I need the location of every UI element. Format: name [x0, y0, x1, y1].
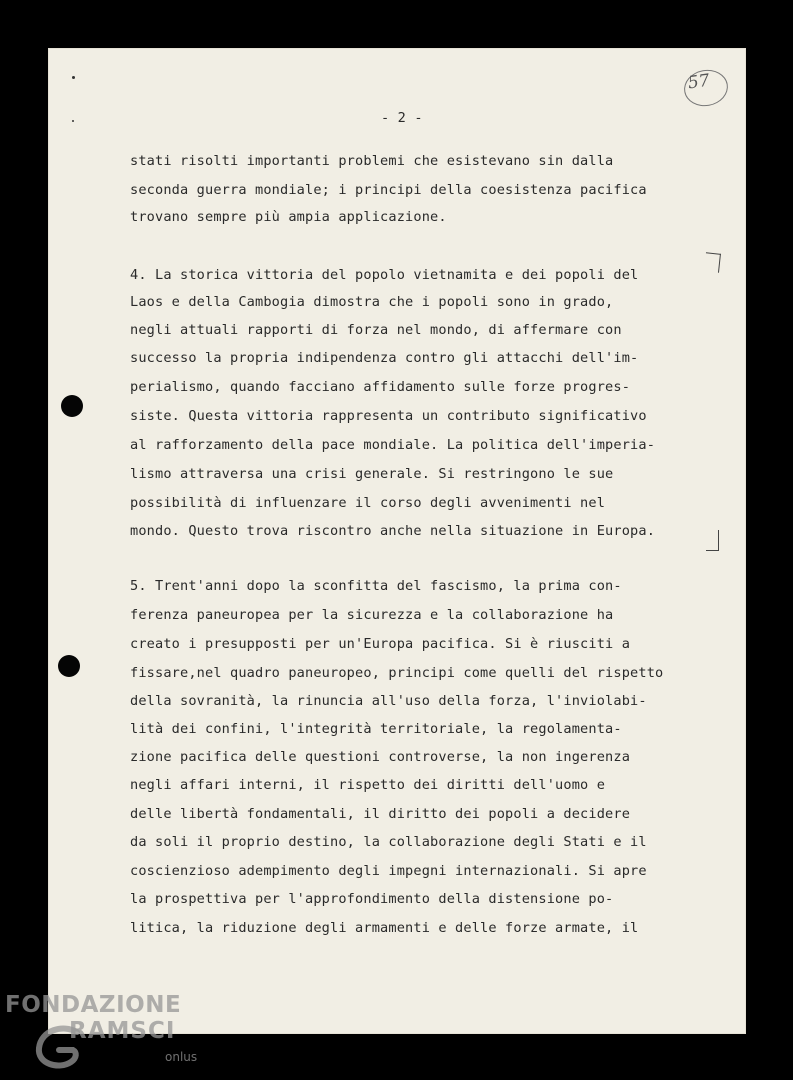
text-line: stati risolti importanti problemi che esistevano sin dalla [130, 153, 614, 169]
paragraph-4-line: possibilità di influenzare il corso degli avvenimenti nel [130, 495, 606, 511]
paragraph-5-line: ferenza paneuropea per la sicurezza e la collaborazione ha [130, 607, 614, 623]
paragraph-5-line: lità dei confini, l'integrità territoriale, la regolamenta- [130, 721, 622, 737]
paragraph-5-line: da soli il proprio destino, la collaborazione degli Stati e il [130, 834, 647, 850]
paragraph-5-line: litica, la riduzione degli armamenti e delle forze armate, il [130, 920, 639, 936]
margin-bracket-top [704, 252, 721, 272]
paragraph-5-line: zione pacifica delle questioni controverse, la non ingerenza [130, 749, 631, 765]
document-page [48, 48, 746, 1034]
text-line: seconda guerra mondiale; i principi della coesistenza pacifica [130, 182, 647, 198]
punch-hole [61, 395, 83, 417]
paragraph-4-line: successo la propria indipendenza contro gli attacchi dell'im- [130, 350, 639, 366]
paragraph-5-line: creato i presupposti per un'Europa pacifica. Si è riusciti a [130, 636, 631, 652]
text-line: trovano sempre più ampia applicazione. [130, 209, 447, 225]
paragraph-4-line: lismo attraversa una crisi generale. Si restringono le sue [130, 466, 614, 482]
paragraph-5-line: fissare,nel quadro paneuropeo, principi come quelli del rispetto [130, 665, 664, 681]
watermark-title: FONDAZIONE [5, 992, 182, 1018]
paragraph-5-line: coscienzioso adempimento degli impegni internazionali. Si apre [130, 863, 647, 879]
ink-speck [72, 120, 74, 122]
punch-hole [58, 655, 80, 677]
watermark-suffix: onlus [165, 1050, 198, 1064]
paragraph-4-line: perialismo, quando facciano affidamento sulle forze progres- [130, 379, 631, 395]
page-number: - 2 - [381, 110, 423, 126]
paragraph-5-line: 5. Trent'anni dopo la sconfitta del fascismo, la prima con- [130, 578, 622, 594]
paragraph-5-line: negli affari interni, il rispetto dei diritti dell'uomo e [130, 777, 606, 793]
archive-number: 57 [686, 70, 711, 94]
paragraph-4-line: Laos e della Cambogia dimostra che i popoli sono in grado, [130, 294, 614, 310]
paragraph-4-line: negli attuali rapporti di forza nel mondo, di affermare con [130, 322, 622, 338]
margin-bracket-bottom [706, 530, 719, 551]
paragraph-4-line: mondo. Questo trova riscontro anche nella situazione in Europa. [130, 523, 656, 539]
ink-speck [72, 76, 75, 79]
paragraph-5-line: delle libertà fondamentali, il diritto dei popoli a decidere [130, 806, 631, 822]
paragraph-4-line: 4. La storica vittoria del popolo vietnamita e dei popoli del [130, 267, 639, 283]
paragraph-4-line: siste. Questa vittoria rappresenta un contributo significativo [130, 408, 647, 424]
paragraph-5-line: della sovranità, la rinuncia all'uso della forza, l'inviolabi- [130, 693, 647, 709]
watermark-subtitle: RAMSCI [69, 1018, 176, 1044]
paragraph-5-line: la prospettiva per l'approfondimento della distensione po- [130, 891, 614, 907]
paragraph-4-line: al rafforzamento della pace mondiale. La politica dell'imperia- [130, 437, 656, 453]
